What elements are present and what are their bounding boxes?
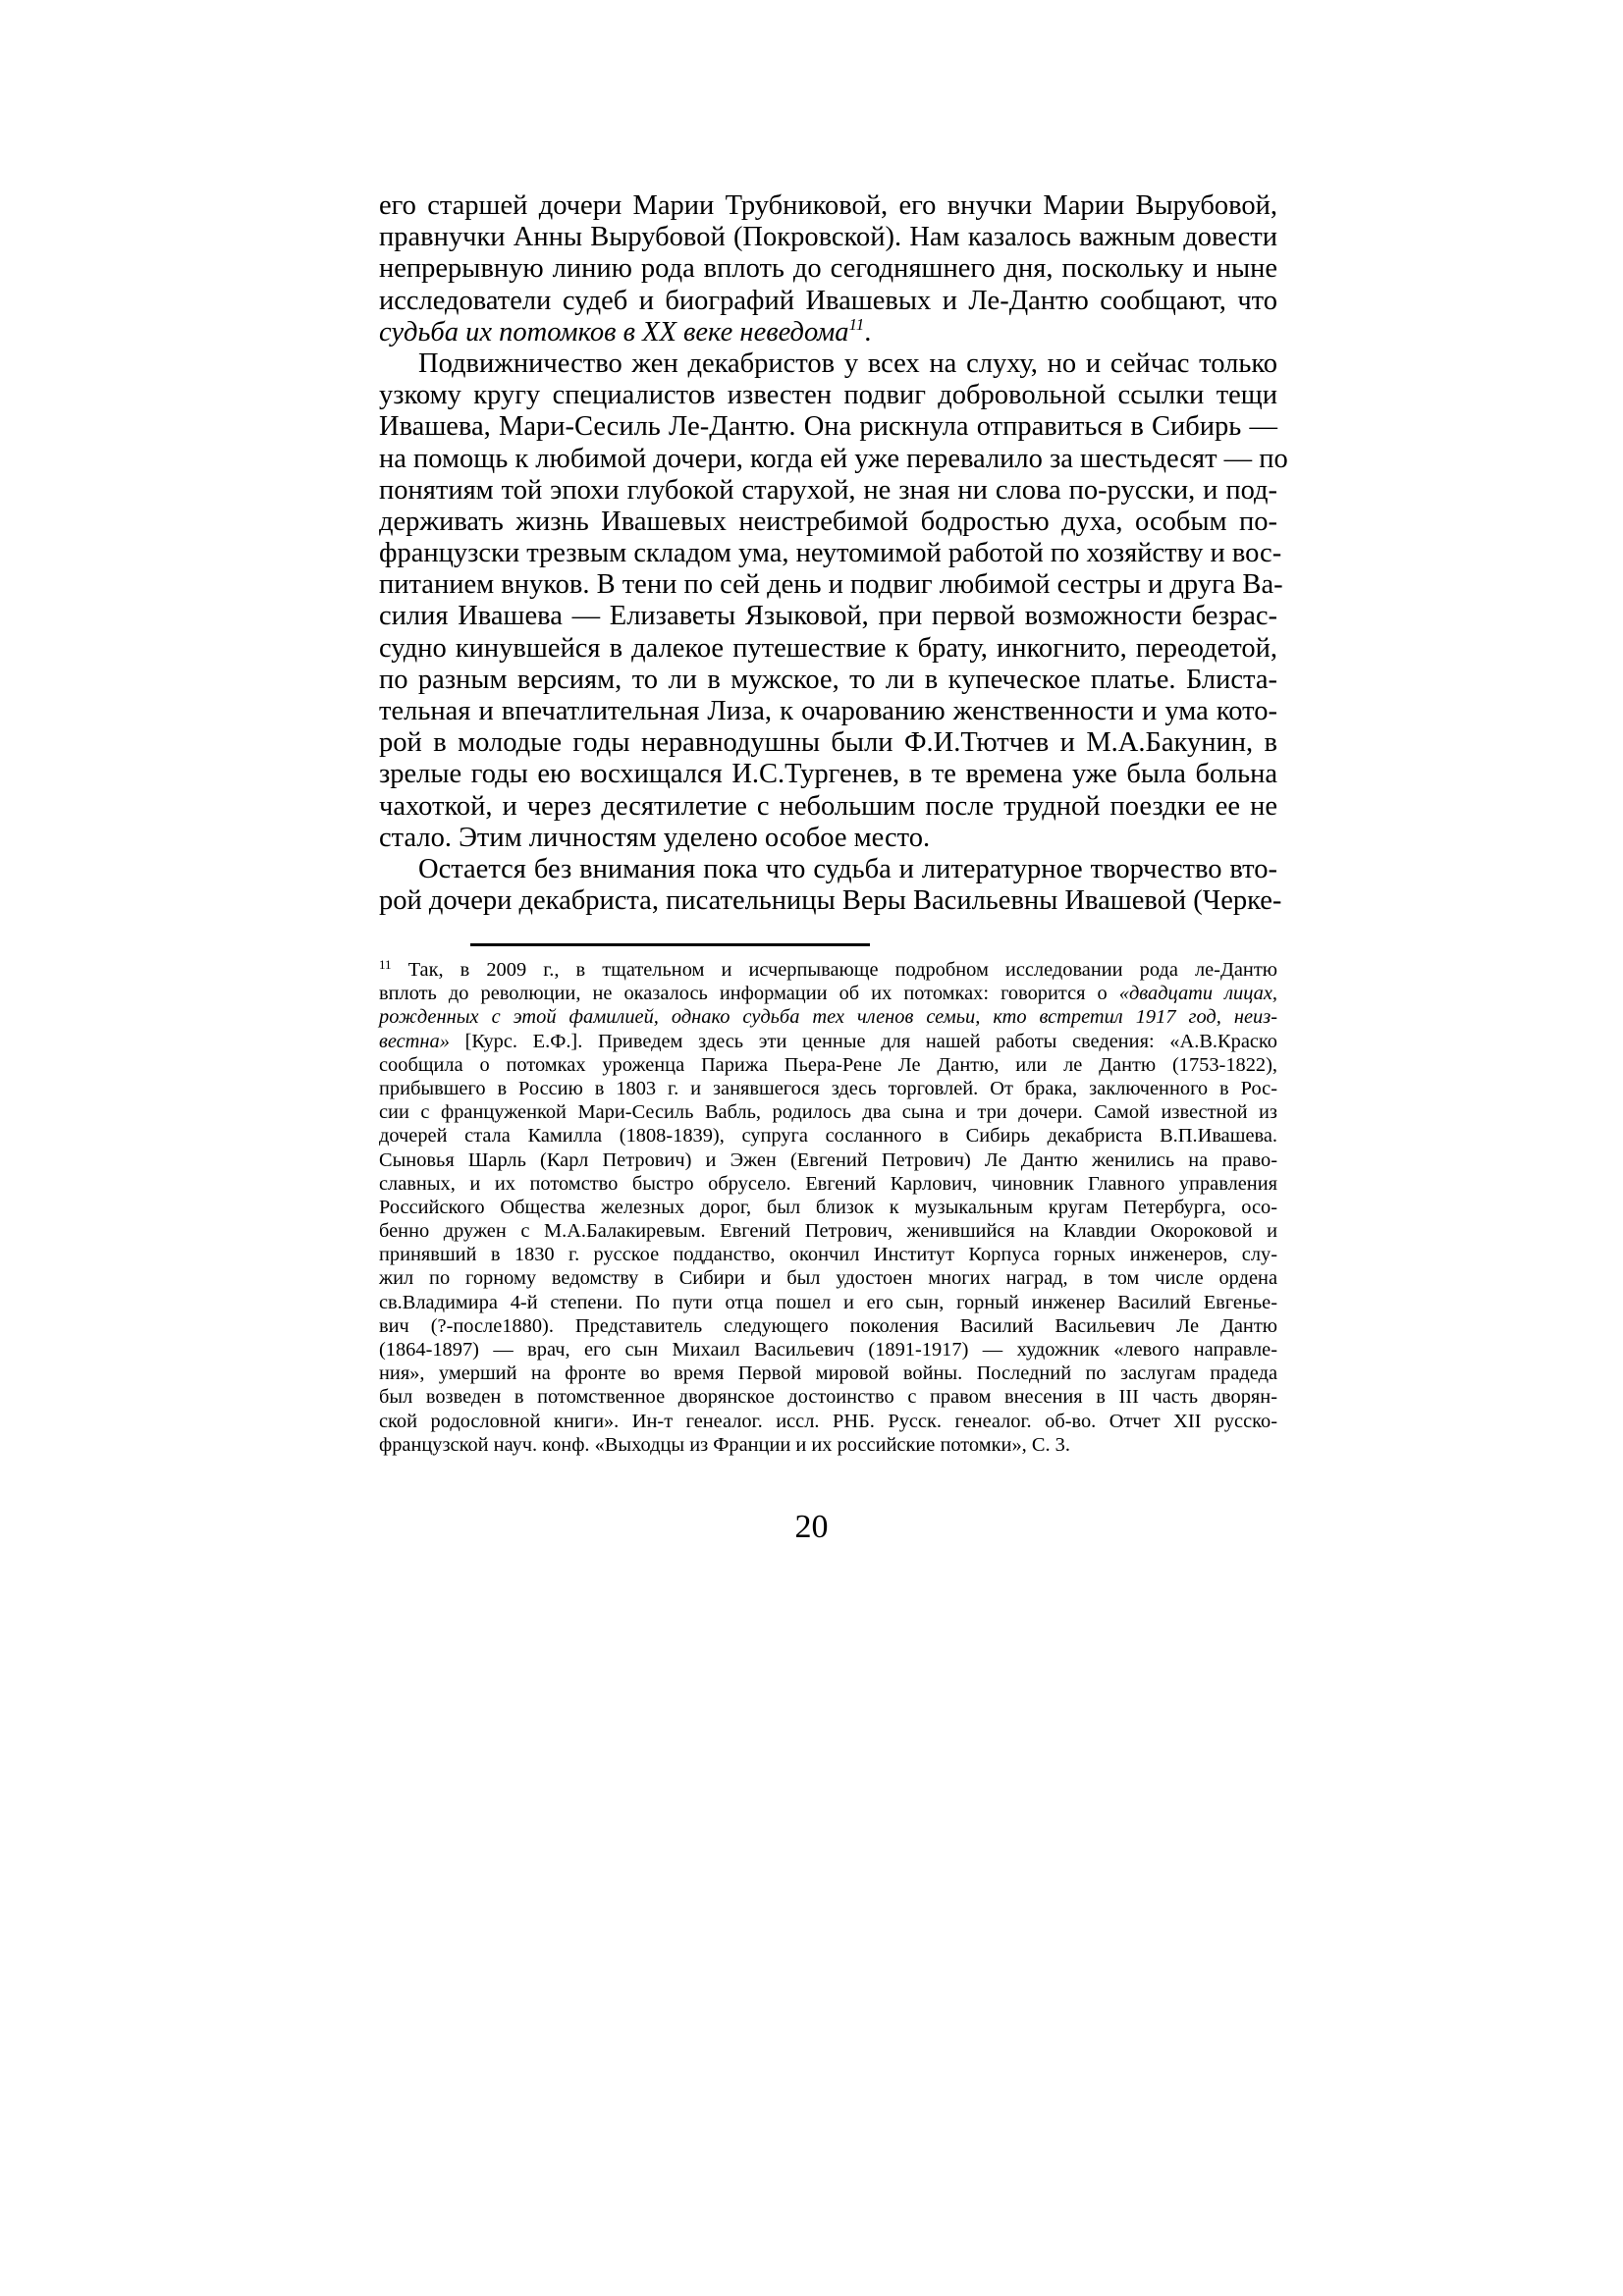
footnote-line: прибывшего в Россию в 1803 г. и занявшегося здесь торговлей. От брака, заключенного в Рос- (379, 1077, 1277, 1099)
footnote-line: сообщила о потомках уроженца Парижа Пьера-Рене Ле Дантю, или ле Дантю (1753-1822), (379, 1053, 1277, 1076)
footnote-line: принявший в 1830 г. русское подданство, окончил Институт Корпуса горных инженеров, слу- (379, 1244, 1277, 1266)
footnote-line: вич (?-после1880). Представитель следующего поколения Василий Васильевич Ле Дантю (379, 1314, 1277, 1337)
text-line: правнучки Анны Вырубовой (Покровской). Нам казалось важным довести (379, 222, 1277, 253)
text-line: зрелые годы ею восхищался И.С.Тургенев, в те времена уже была больна (379, 759, 1277, 790)
footnote-line: св.Владимира 4-й степени. По пути отца пошел и его сын, горный инженер Василий Евгенье- (379, 1291, 1277, 1313)
paragraph-2 (379, 347, 1288, 854)
footnote-line: славных, и их потомство быстро обрусело. Евгений Карлович, чиновник Главного управления (379, 1172, 1277, 1195)
footnote-line: Сыновья Шарль (Карл Петрович) и Эжен (Евгений Петрович) Ле Дантю женились на право- (379, 1148, 1277, 1171)
footnote-reference[interactable]: 11 (848, 314, 865, 334)
footnote-text: [Курс. Е.Ф.]. Приведем здесь эти ценные для нашей работы сведения: «А.В.Краско (449, 1030, 1277, 1052)
footnote-line: французской науч. конф. «Выходцы из Франции и их российские потомки», С. 3. (379, 1433, 1070, 1456)
footnote-text: вплоть до революции, не оказалось информации об их потомках: говорится о (379, 983, 1119, 1005)
text-line: стало. Этим личностям уделено особое место. (379, 822, 931, 853)
sentence-end: . (864, 316, 872, 347)
text-line: узкому кругу специалистов известен подвиг добровольной ссылки тещи (379, 380, 1277, 411)
footnote-line: рожденных с этой фамилией, однако судьба тех членов семьи, кто встретил 1917 год, неиз- (379, 1006, 1277, 1029)
text-line: держивать жизнь Ивашевых неистребимой бодростью духа, особым по- (379, 506, 1277, 537)
footnote-line: жил по горному ведомству в Сибири и был удостоен многих наград, в том числе ордена (379, 1267, 1277, 1290)
italic-quote: судьба их потомков в XX веке неведома (379, 316, 849, 347)
text-line: чахоткой, и через десятилетие с небольшим после трудной поездки ее не (379, 790, 1277, 822)
text-line: силия Ивашева — Елизаветы Языковой, при первой возможности безрас- (379, 601, 1277, 632)
text-line (379, 314, 1277, 348)
footnote-italic: вестна» (379, 1030, 450, 1052)
text-line: на помощь к любимой дочери, когда ей уже перевалило за шестьдесят — по (379, 443, 1288, 474)
footnote-line: (1864-1897) — врач, его сын Михаил Васильевич (1891-1917) — художник «левого направле- (379, 1339, 1277, 1361)
text-line: судно кинувшейся в далекое путешествие к брату, инкогнито, переодетой, (379, 632, 1277, 664)
footnote-line: Российского Общества железных дорог, был близок к музыкальным кругам Петербурга, осо- (379, 1196, 1277, 1218)
text-line: рой дочери декабриста, писательницы Веры Васильевны Ивашевой (Черке- (379, 885, 1282, 917)
footnote-line: бенно дружен с М.А.Балакиревым. Евгений Петрович, женившийся на Клавдии Окороковой и (379, 1220, 1277, 1243)
footnote-text: Так, в 2009 г., в тщательном и исчерпывающе подробном исследовании рода ле-Дантю (391, 959, 1277, 981)
page-number: 20 (794, 1509, 829, 1545)
text-line: Ивашева, Мари-Сесиль Ле-Дантю. Она рискнула отправиться в Сибирь — (379, 411, 1277, 443)
paragraph-1 (379, 190, 1277, 348)
text-line: по разным версиям, то ли в мужское, то ли в купеческое платье. Блиста- (379, 664, 1277, 695)
text-line: исследователи судеб и биографий Ивашевых и Ле-Дантю сообщают, что (379, 285, 1277, 316)
text-line: понятиям той эпохи глубокой старухой, не зная ни слова по-русски, и под- (379, 474, 1277, 506)
footnote-line (379, 1030, 1277, 1053)
text-line: питанием внуков. В тени по сей день и подвиг любимой сестры и друга Ва- (379, 569, 1283, 601)
footnote-number: 11 (379, 957, 392, 972)
footnote-line: дочерей стала Камилла (1808-1839), супруга сосланного в Сибирь декабриста В.П.Ивашева. (379, 1125, 1277, 1148)
text-line: Остается без внимания пока что судьба и литературное творчество вто- (418, 853, 1277, 884)
footnote-italic: «двадцати лицах, (1118, 983, 1278, 1005)
text-line: его старшей дочери Марии Трубниковой, его внучки Марии Вырубовой, (379, 190, 1277, 221)
footnote-line (379, 982, 1277, 1005)
text-line: Подвижничество жен декабристов у всех на слуху, но и сейчас только (418, 347, 1277, 379)
footnote-line: сии с француженкой Мари-Сесиль Вабль, родилось два сына и три дочери. Самой известной из (379, 1101, 1277, 1124)
text-line: непрерывную линию рода вплоть до сегодняшнего дня, поскольку и ныне (379, 253, 1277, 285)
footnote-line: был возведен в потомственное дворянское достоинство с правом внесения в III часть дворян- (379, 1386, 1277, 1409)
footnote-line (379, 958, 1277, 982)
footnote-separator (470, 943, 870, 946)
footnote-line: ской родословной книги». Ин-т генеалог. иссл. РНБ. Русск. генеалог. об-во. Отчет XII русско- (379, 1410, 1277, 1432)
footnote (379, 958, 1277, 1457)
text-line: тельная и впечатлительная Лиза, к очарованию женственности и ума кото- (379, 696, 1277, 726)
paragraph-3 (379, 853, 1282, 917)
text-line: рой в молодые годы неравнодушны были Ф.И.Тютчев и М.А.Бакунин, в (379, 727, 1277, 759)
text-line: французски трезвым складом ума, неутомимой работой по хозяйству и вос- (379, 538, 1282, 569)
main-text (379, 190, 1288, 917)
footnote-line: ния», умерший на фронте во время Первой мировой войны. Последний по заслугам прадеда (379, 1362, 1277, 1385)
